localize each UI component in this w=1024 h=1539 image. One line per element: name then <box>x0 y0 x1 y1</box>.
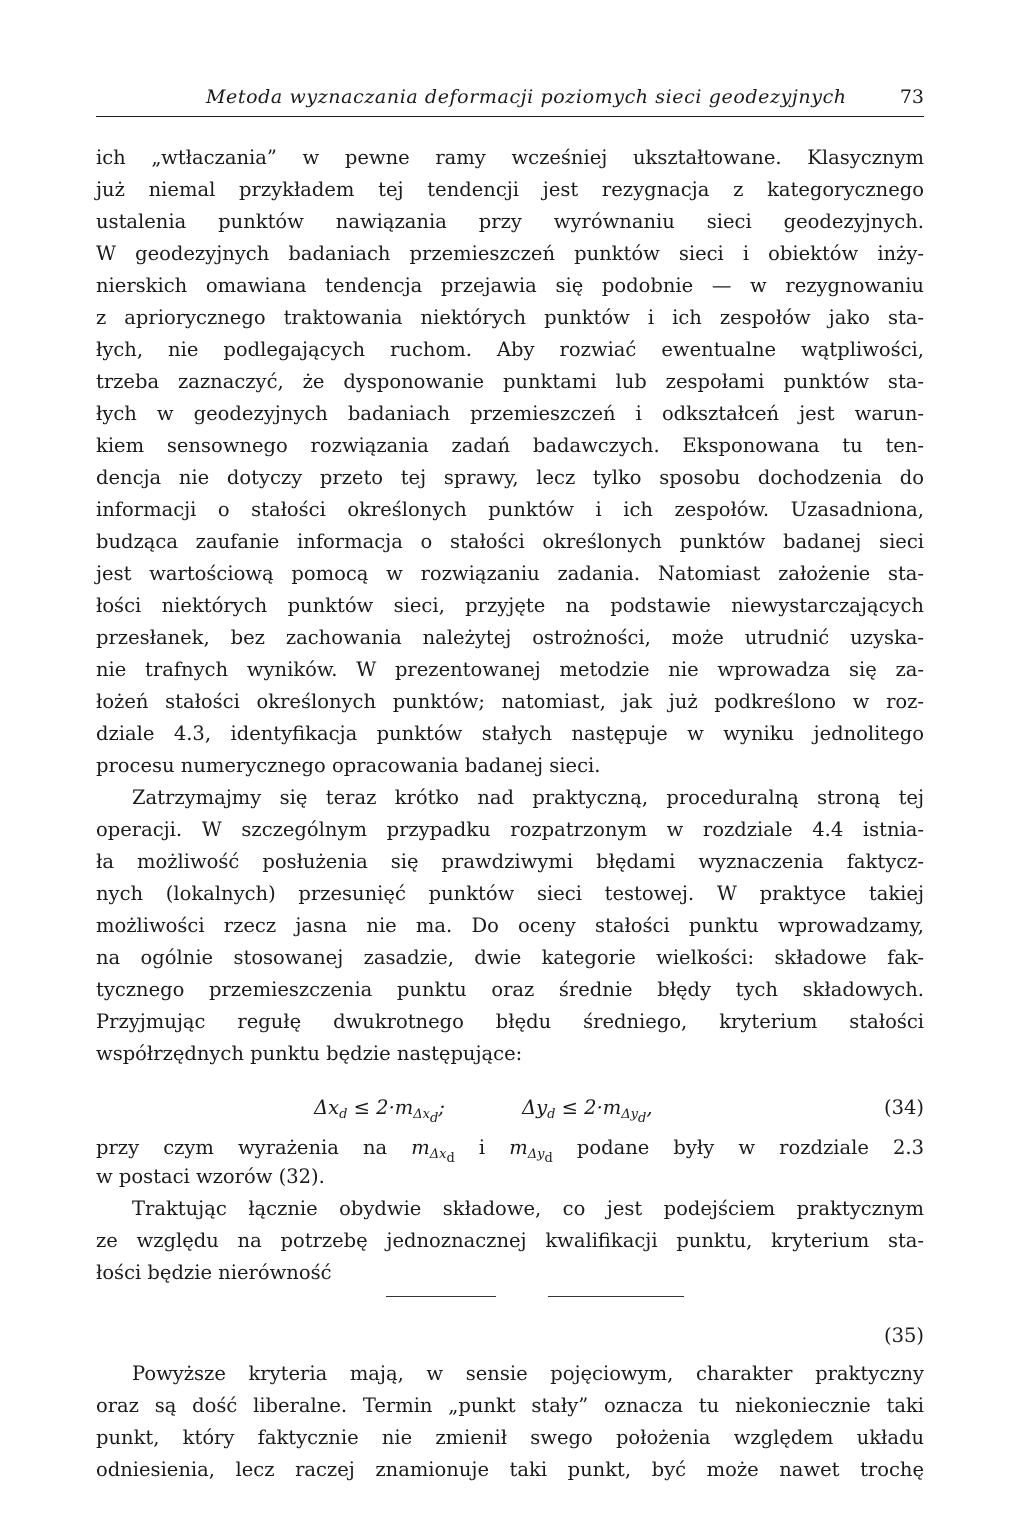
text-line: informacji o stałości określonych punktów i ich zespołów. Uzasadniona, <box>96 498 924 521</box>
text-line: już niemal przykładem tej tendencji jest rezygnacja z kategorycznego <box>96 178 924 201</box>
text-line: kiem sensownego rozwiązania zadań badawczych. Eksponowana tu ten- <box>96 434 924 457</box>
text-line: łych w geodezyjnych badaniach przemieszczeń i odkształceń jest warun- <box>96 402 924 425</box>
text-line: Zatrzymajmy się teraz krótko nad praktyczną, proceduralną stroną tej <box>132 786 924 809</box>
text-line: punkt, który faktycznie nie zmienił swego położenia względem układu <box>96 1426 924 1449</box>
text-line: łych, nie podlegających ruchom. Aby rozwiać ewentualne wątpliwości, <box>96 338 924 361</box>
text-line: dencja nie dotyczy przeto tej sprawy, lecz tylko sposobu dochodzenia do <box>96 466 924 489</box>
text-line: nierskich omawiana tendencja przejawia się podobnie — w rezygnowaniu <box>96 274 924 297</box>
text-line: ła możliwość posłużenia się prawdziwymi błędami wyznaczenia faktycz- <box>96 850 924 873</box>
formula-35-placeholder-rule <box>548 1296 684 1297</box>
text-line: przesłanek, bez zachowania należytej ostrożności, może utrudnić uzyska- <box>96 626 924 649</box>
page-number: 73 <box>899 86 924 108</box>
formula-34-left: $\Delta x_d \le 2\cdot m_{\Delta x_d}$; <box>314 1096 445 1126</box>
equation-number: (35) <box>883 1324 924 1347</box>
text-line: Powyższe kryteria mają, w sensie pojęciowym, charakter praktyczny <box>132 1362 924 1385</box>
text-line: tycznego przemieszczenia punktu oraz średnie błędy tych składowych. <box>96 978 924 1001</box>
text-line: ustalenia punktów nawiązania przy wyrównaniu sieci geodezyjnych. <box>96 210 924 233</box>
text-line: ze względu na potrzebę jednoznacznej kwalifikacji punktu, kryterium sta- <box>96 1229 924 1252</box>
formula-34 <box>0 1096 1024 1126</box>
text-line: na ogólnie stosowanej zasadzie, dwie kategorie wielkości: składowe fak- <box>96 946 924 969</box>
text-line: jest wartościową pomocą w rozwiązaniu zadania. Natomiast założenie sta- <box>96 562 924 585</box>
text-line: W geodezyjnych badaniach przemieszczeń punktów sieci i obiektów inży- <box>96 242 924 265</box>
text-line: Traktując łącznie obydwie składowe, co jest podejściem praktycznym <box>132 1197 924 1220</box>
equation-number: (34) <box>883 1096 924 1119</box>
text-line: z apriorycznego traktowania niektórych punktów i ich zespołów jako sta- <box>96 306 924 329</box>
text-line: w postaci wzorów (32). <box>96 1165 325 1188</box>
running-title: Metoda wyznaczania deformacji poziomych sieci geodezyjnych <box>206 86 847 108</box>
text-line: trzeba zaznaczyć, że dysponowanie punktami lub zespołami punktów sta- <box>96 370 924 393</box>
text-line: operacji. W szczególnym przypadku rozpatrzonym w rozdziale 4.4 istnia- <box>96 818 924 841</box>
text-line: dziale 4.3, identyfikacja punktów stałych następuje w wyniku jednolitego <box>96 722 924 745</box>
text-line: odniesienia, lecz raczej znamionuje taki punkt, być może nawet trochę <box>96 1458 924 1481</box>
text-line: łożeń stałości określonych punktów; natomiast, jak już podkreślono w roz- <box>96 690 924 713</box>
text-line: oraz są dość liberalne. Termin „punkt stały” oznacza tu niekoniecznie taki <box>96 1394 924 1417</box>
text-line: budząca zaufanie informacja o stałości określonych punktów badanej sieci <box>96 530 924 553</box>
text-line: możliwości rzecz jasna nie ma. Do oceny stałości punktu wprowadzamy, <box>96 914 924 937</box>
text-line: nych (lokalnych) przesunięć punktów sieci testowej. W praktyce takiej <box>96 882 924 905</box>
text-line: łości będzie nierówność <box>96 1261 332 1284</box>
text-line: ich „wtłaczania” w pewne ramy wcześniej ukształtowane. Klasycznym <box>96 146 924 169</box>
text-line: współrzędnych punktu będzie następujące: <box>96 1042 523 1065</box>
formula-34-right: $\Delta y_d \le 2\cdot m_{\Delta y_d}$, <box>522 1096 653 1126</box>
formula-35-placeholder-rule <box>386 1296 496 1297</box>
text-line: przy czym wyrażenia na $m_{\Delta x_d}$ i $m_{\Delta y_d}$ podane były w rozdziale 2.3 <box>96 1136 924 1166</box>
text-line: nie trafnych wyników. W prezentowanej metodzie nie wprowadza się za- <box>96 658 924 681</box>
text-line: Przyjmując regułę dwukrotnego błędu średniego, kryterium stałości <box>96 1010 924 1033</box>
text-line: procesu numerycznego opracowania badanej sieci. <box>96 754 601 777</box>
page-header <box>96 84 924 117</box>
text-line: łości niektórych punktów sieci, przyjęte na podstawie niewystarczających <box>96 594 924 617</box>
